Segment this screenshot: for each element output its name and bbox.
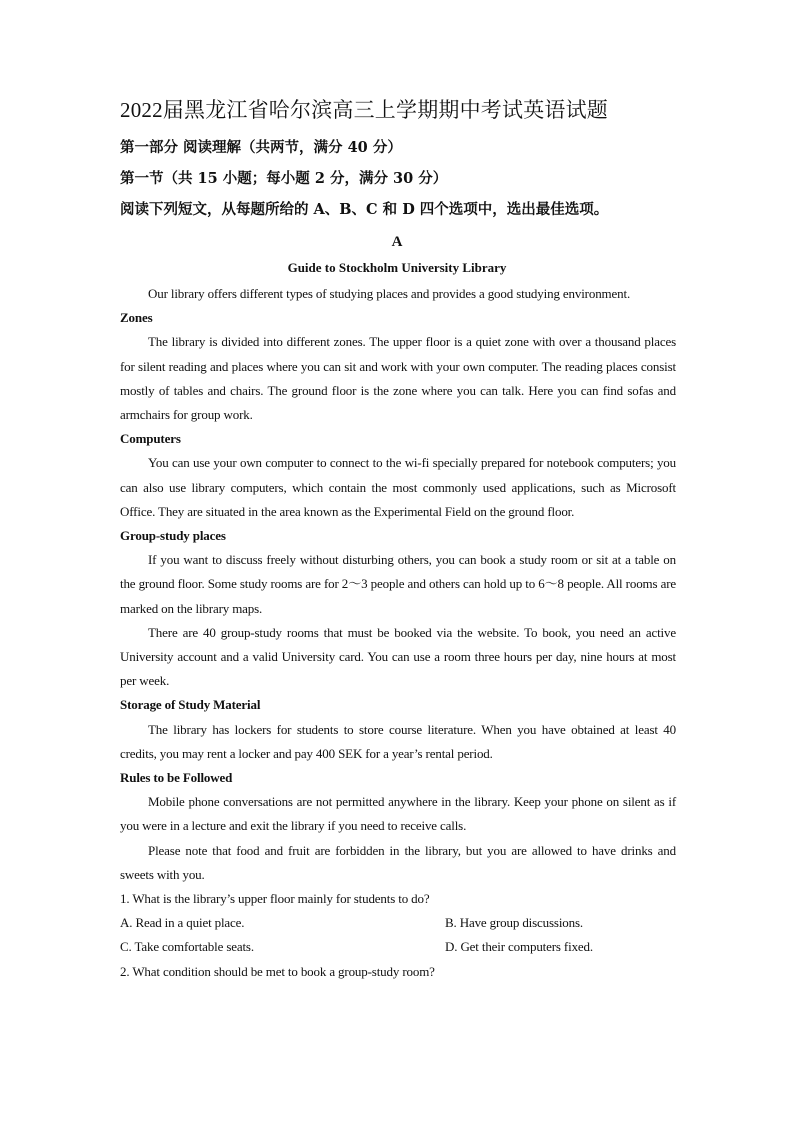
section-heading-storage: Storage of Study Material bbox=[120, 697, 261, 713]
paragraph: The library has lockers for students to store course literature. When you have obtained at least 40 credits, you may rent a locker and pay 400 SEK for a year’s rental period. bbox=[120, 721, 676, 761]
paragraph: If you want to discuss freely without disturbing others, you can book a study room or sit at a table on the ground floor. Some study rooms are for 2～3 people and others can hold up to 6～8 people. All rooms are marked on the library maps. bbox=[120, 552, 676, 616]
instruction-text: 阅读下列短文，从每题所给的 A、B、C 和 D 四个选项中，选出最佳选项。 bbox=[120, 201, 609, 218]
passage-intro: Our library offers different types of studying places and provides a good studying environment. bbox=[148, 286, 631, 301]
option-a: A. Read in a quiet place. bbox=[120, 915, 245, 931]
section-heading: 第一节（共 15 小题；每小题 2 分，满分 30 分） bbox=[120, 170, 448, 187]
option-row bbox=[120, 911, 676, 935]
passage-letter: A bbox=[391, 234, 403, 250]
paragraph: There are 40 group-study rooms that must be booked via the website. To book, you need an active University account and a valid University card. You can use a room three hours per day, nine hours at most per week. bbox=[120, 624, 676, 689]
section-heading-computers: Computers bbox=[120, 431, 181, 447]
passage-title: Guide to Stockholm University Library bbox=[287, 260, 507, 275]
paragraph: The library is divided into different zones. The upper floor is a quiet zone with over a thousand places for silent reading and places where you can sit and work with your own computer. The reading places consist mostly of tables and chairs. The ground floor is the zone where you can talk. Here you can find sofas and armchairs for group work. bbox=[120, 334, 676, 423]
option-b: B. Have group discussions. bbox=[445, 915, 584, 931]
option-c: C. Take comfortable seats. bbox=[120, 939, 254, 955]
part-heading: 第一部分 阅读理解（共两节，满分 40 分） bbox=[120, 139, 402, 156]
option-d: D. Get their computers fixed. bbox=[445, 939, 593, 955]
question-stem: 1. What is the library’s upper floor mainly for students to do? bbox=[120, 891, 430, 907]
section-heading-group-study: Group-study places bbox=[120, 528, 226, 544]
exam-title: 2022届黑龙江省哈尔滨高三上学期期中考试英语试题 bbox=[120, 98, 608, 122]
section-heading-zones: Zones bbox=[120, 310, 153, 326]
paragraph: You can use your own computer to connect to the wi-fi specially prepared for notebook computers; you can also use library computers, which contain the most commonly used applications, such as Microsoft Office. They are situated in the area known as the Experimental Field on the ground floor. bbox=[120, 455, 676, 519]
question-stem: 2. What condition should be met to book a group-study room? bbox=[120, 963, 435, 979]
paragraph: Mobile phone conversations are not permitted anywhere in the library. Keep your phone on silent as if you were in a lecture and exit the library if you need to receive calls. bbox=[120, 794, 676, 834]
paragraph: Please note that food and fruit are forbidden in the library, but you are allowed to have drinks and sweets with you. bbox=[120, 842, 676, 882]
section-heading-rules: Rules to be Followed bbox=[120, 770, 233, 786]
option-row bbox=[120, 935, 676, 959]
passage-body bbox=[120, 282, 676, 984]
